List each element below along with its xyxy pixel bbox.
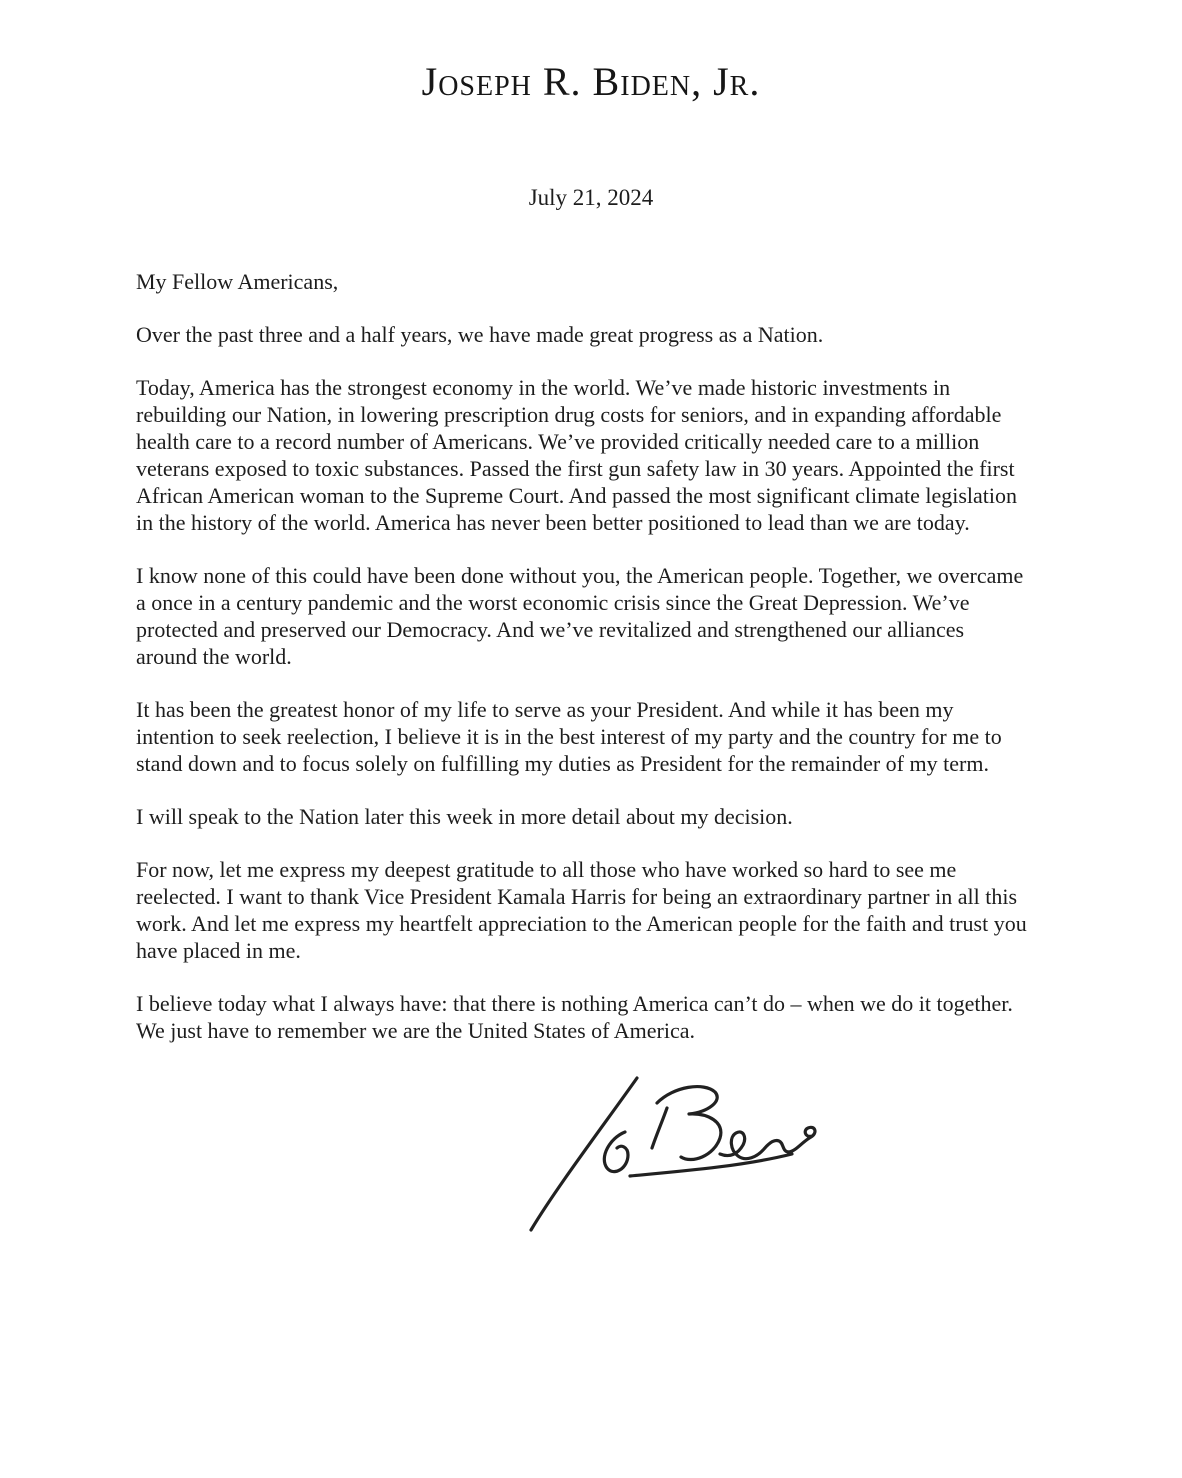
signature-block <box>524 1070 824 1242</box>
letter-paragraph-economy: Today, America has the strongest economy in the world. We’ve made historic investments in rebuilding our Nation, in lowering prescription drug costs for seniors, and in expanding affordable health care to a record number of Americans. We’ve provided critically needed care to a million veterans exposed to toxic substances. Passed the first gun safety law in 30 years. Appointed the first African American woman to the Supreme Court. And passed the most significant climate legislation in the history of the world. America has never been better positioned to lead than we are today. <box>136 375 1018 535</box>
letterhead-name: Joseph R. Biden, Jr. <box>421 59 761 104</box>
letter-date: July 21, 2024 <box>528 185 654 210</box>
letterhead <box>0 0 1182 104</box>
letter-paragraph-american-people: I know none of this could have been done without you, the American people. Together, we overcame a once in a century pandemic and the worst economic crisis since the Great Depression. We’ve protected and preserved our Democracy. And we’ve revitalized and strengthened our alliances around the world. <box>136 563 1024 669</box>
salutation: My Fellow Americans, <box>136 269 339 294</box>
letter-paragraph-gratitude: For now, let me express my deepest gratitude to all those who have worked so hard to see me reelected. I want to thank Vice President Kamala Harris for being an extraordinary partner in all this work. And let me express my heartfelt appreciation to the American people for the faith and trust you have placed in me. <box>136 857 1027 963</box>
letter-paragraph-closing: I believe today what I always have: that there is nothing America can’t do – when we do it together. We just have to remember we are the United States of America. <box>136 991 1013 1043</box>
letter-paragraph-stand-down: It has been the greatest honor of my life to serve as your President. And while it has been my intention to seek reelection, I believe it is in the best interest of my party and the country for me to stand down and to focus solely on fulfilling my duties as President for the remainder of my term. <box>136 697 1002 776</box>
letter-paragraph-speak-to-nation: I will speak to the Nation later this week in more detail about my decision. <box>136 804 793 829</box>
letter-paragraph-progress: Over the past three and a half years, we have made great progress as a Nation. <box>136 322 824 347</box>
letter-body <box>136 268 1028 1242</box>
signature-joe-biden-icon <box>524 1070 824 1242</box>
